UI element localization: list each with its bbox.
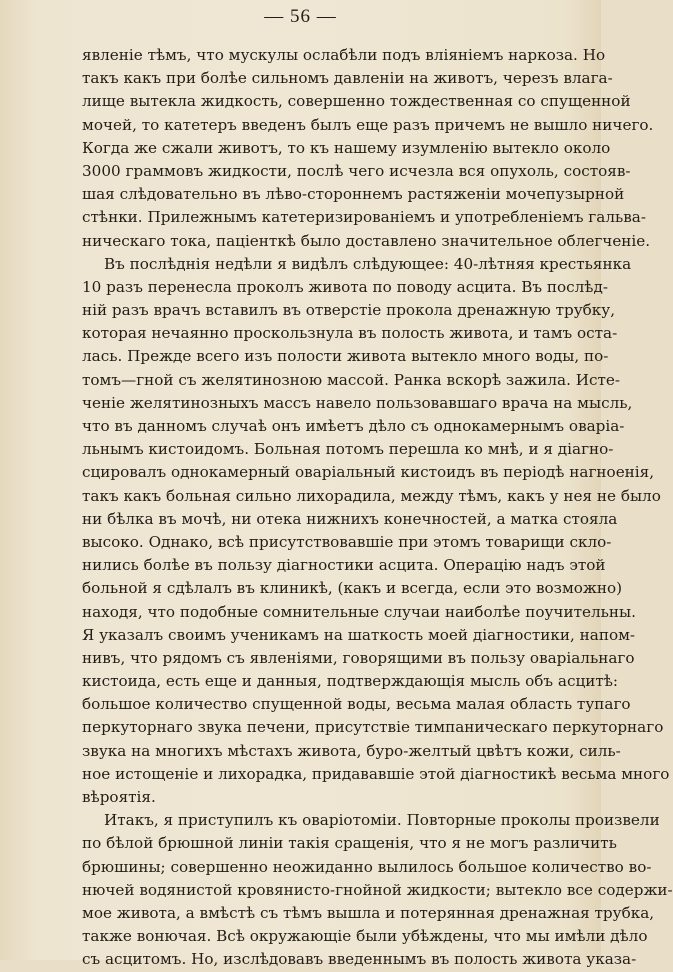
- paragraph-1: [82, 44, 654, 253]
- text-line: по бѣлой брюшной линіи такія сращенія, что я не могъ различить: [82, 834, 617, 853]
- text-line: такъ какъ при болѣе сильномъ давленіи на животъ, черезъ влага-: [82, 69, 613, 88]
- text-line: нючей водянистой кровянисто-гнойной жидкости; вытекло все содержи-: [82, 880, 673, 899]
- text-line: томъ—гной съ желятинозною массой. Ранка вскорѣ зажила. Исте-: [82, 370, 620, 389]
- text-line: ническаго тока, паціенткѣ было доставлено значительное облегченіе.: [82, 231, 651, 250]
- text-line: Итакъ, я приступилъ къ оваріотоміи. Повторные проколы произвели: [104, 811, 660, 830]
- text-line: стѣнки. Прилежнымъ катетеризированіемъ и употребленіемъ гальва-: [82, 208, 646, 227]
- text-line: что въ данномъ случаѣ онъ имѣетъ дѣло съ однокамернымъ оваріа-: [82, 417, 625, 435]
- text-line: находя, что подобные сомнительные случаи наиболѣе поучительны.: [82, 602, 636, 621]
- text-line: 10 разъ перенесла проколъ живота по поводу асцита. Въ послѣд-: [82, 277, 608, 296]
- text-line: звука на многихъ мѣстахъ живота, буро-желтый цвѣтъ кожи, силь-: [82, 741, 621, 760]
- text-line: перкуторнаго звука печени, присутствіе тимпаническаго перкуторнаго: [82, 718, 664, 737]
- text-line: брюшины; совершенно неожиданно вылилось большое количество во-: [82, 857, 652, 876]
- text-line: явленіе тѣмъ, что мускулы ослабѣли подъ вліяніемъ наркоза. Но: [82, 46, 606, 64]
- text-line: также вонючая. Всѣ окружающіе были убѣждены, что мы имѣли дѣло: [82, 927, 648, 946]
- text-line: лище вытекла жидкость, совершенно тождественная со спущенной: [82, 92, 631, 111]
- text-line: такъ какъ больная сильно лихорадила, между тѣмъ, какъ у нея не было: [82, 486, 661, 505]
- text-line: шая слѣдовательно въ лѣво-стороннемъ растяженіи мочепузырной: [82, 185, 625, 204]
- text-line: мочей, то катетеръ введенъ былъ еще разъ причемъ не вышло ничего.: [82, 115, 654, 134]
- text-line: которая нечаянно проскользнула въ полость живота, и тамъ оста-: [82, 324, 618, 343]
- text-line: нились болѣе въ пользу діагностики асцита. Операцію надъ этой: [82, 556, 606, 575]
- text-line: ное истощеніе и лихорадка, придававшіе этой діагностикѣ весьма много: [82, 764, 670, 783]
- text-line: Когда же сжали животъ, то къ нашему изумленію вытекло около: [82, 138, 611, 157]
- paragraph-2: [82, 253, 670, 810]
- text-line: высоко. Однако, всѣ присутствовавшіе при этомъ товарищи скло-: [82, 532, 612, 551]
- paragraph-3: [82, 809, 673, 971]
- text-line: лась. Прежде всего изъ полости живота вытекло много воды, по-: [82, 347, 609, 366]
- text-line: ченіе желятинозныхъ массъ навело пользовавшаго врача на мысль,: [82, 393, 633, 412]
- text-line: вѣроятія.: [82, 788, 156, 806]
- page-number: — 56 —: [264, 6, 337, 27]
- text-line: больной я сдѣлалъ въ клиникѣ, (какъ и всегда, если это возможно): [82, 579, 623, 598]
- text-line: 3000 граммовъ жидкости, послѣ чего исчезла вся опухоль, состояв-: [82, 161, 631, 180]
- text-line: съ асцитомъ. Но, изслѣдовавъ введеннымъ въ полость живота указа-: [82, 950, 637, 969]
- body-text: [82, 44, 673, 972]
- text-line: льнымъ кистоидомъ. Больная потомъ перешла ко мнѣ, и я діагно-: [82, 440, 614, 459]
- text-line: ній разъ врачъ вставилъ въ отверстіе прокола дренажную трубку,: [82, 301, 616, 320]
- text-line: сцировалъ однокамерный оваріальный кистоидъ въ періодѣ нагноенія,: [82, 463, 655, 482]
- text-line: кистоида, есть еще и данныя, подтверждающія мысль объ асцитѣ:: [82, 672, 619, 691]
- text-line: мое живота, а вмѣстѣ съ тѣмъ вышла и потерянная дренажная трубка,: [82, 903, 655, 922]
- text-line: большое количество спущенной воды, весьма малая область тупаго: [82, 695, 631, 714]
- text-line: ни бѣлка въ мочѣ, ни отека нижнихъ конечностей, а матка стояла: [82, 509, 618, 528]
- text-line: Я указалъ своимъ ученикамъ на шаткость моей діагностики, напом-: [82, 625, 636, 644]
- text-line: нивъ, что рядомъ съ явленіями, говорящими въ пользу оваріальнаго: [82, 648, 635, 667]
- text-line: Въ послѣднія недѣли я видѣлъ слѣдующее: 40-лѣтняя крестьянка: [104, 254, 632, 273]
